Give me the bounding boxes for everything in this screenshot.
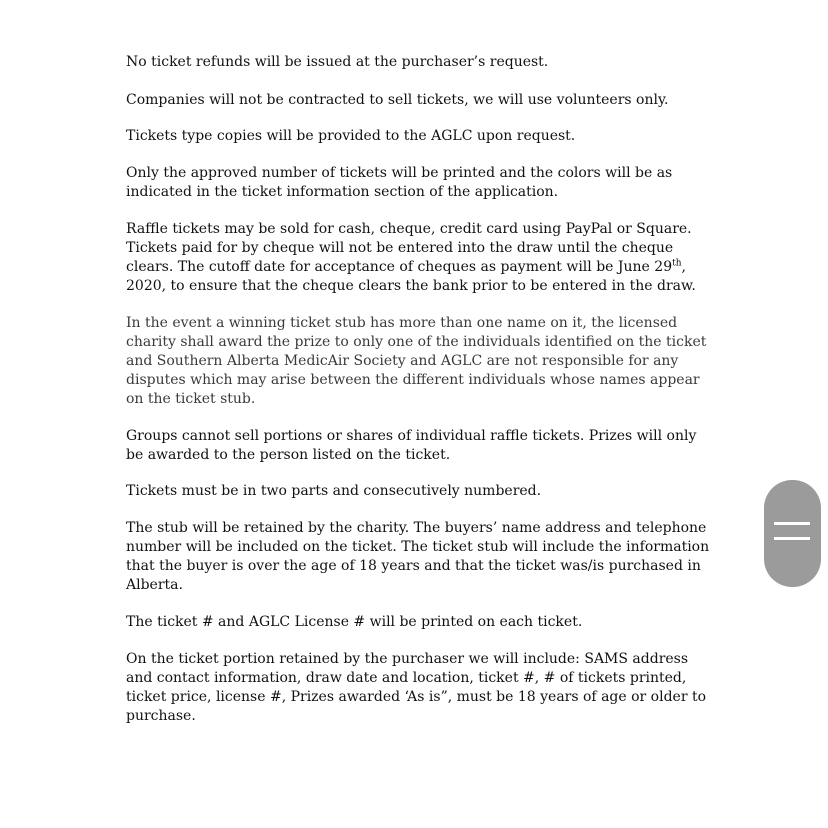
paragraph-volunteers: Companies will not be contracted to sell tickets, we will use volunteers only. [126,92,669,108]
paragraph-two-parts: Tickets must be in two parts and consecutively numbered. [126,483,542,499]
payment-text-end: , 2020, to ensure that the cheque clears the bank prior to be entered in the draw. [126,259,696,294]
paragraph-purchaser-portion: On the ticket portion retained by the purchaser we will include: SAMS address and contact information, draw date and location, ticket #, # of tickets printed, ticket price, license #, Prizes awarded ‘As is”, must be 18 years of age or older to purchase. [126,651,707,724]
paragraph-license-number: The ticket # and AGLC License # will be printed on each ticket. [126,614,583,630]
paragraph-winning-stub: In the event a winning ticket stub has more than one name on it, the licensed charity shall award the prize to only one of the individuals identified on the ticket and Southern Alberta MedicAir Society and AGLC are not responsible for any disputes which may arise between the different individuals whose names appear on the ticket stub. [126,315,707,407]
paragraph-ticket-copies: Tickets type copies will be provided to the AGLC upon request. [126,128,576,144]
paragraph-approved-number: Only the approved number of tickets will be printed and the colors will be as indicated in the ticket information section of the application. [126,165,673,200]
paragraph-refunds: No ticket refunds will be issued at the purchaser’s request. [126,54,549,70]
paragraph-groups: Groups cannot sell portions or shares of individual raffle tickets. Prizes will only be awarded to the person listed on the ticket. [126,428,697,463]
ordinal-suffix: th [672,258,682,269]
paragraph-stub-retained: The stub will be retained by the charity. The buyers’ name address and telephone number will be included on the ticket. The ticket stub will include the information that the buyer is over the age of 18 years and that the ticket was/is purchased in Alberta. [126,520,710,593]
scroll-handle[interactable] [764,480,821,587]
paragraph-payment [126,220,716,296]
drag-lines-icon [764,480,821,587]
document-body [126,53,716,726]
payment-text: Raffle tickets may be sold for cash, cheque, credit card using PayPal or Square. Tickets paid for by cheque will not be entered into the draw until the cheque clears. The cutoff date for acceptance of cheques as payment will be June 29 [126,221,692,275]
